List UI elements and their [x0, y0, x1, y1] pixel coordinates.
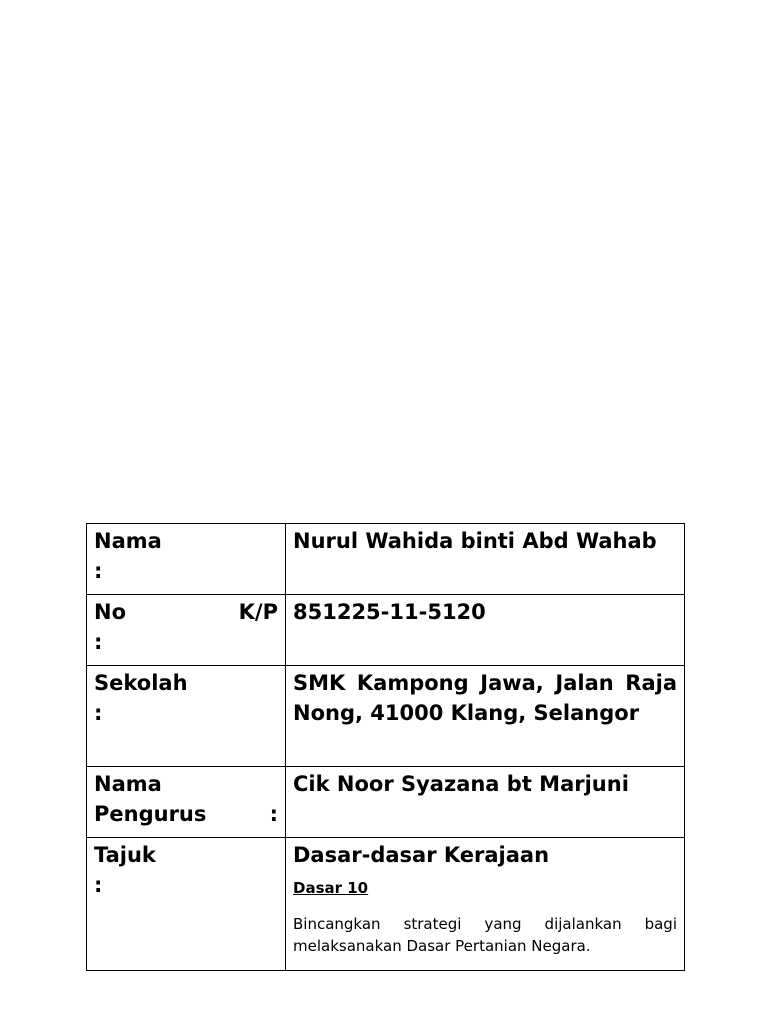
value-cell-no-kp — [286, 595, 685, 666]
label-cell-nama-pengurus — [87, 767, 286, 838]
label-cell-nama — [87, 524, 286, 595]
value-nama: Nurul Wahida binti Abd Wahab — [293, 529, 657, 553]
label-nama-pengurus-line-2: Pengurus : — [94, 802, 278, 826]
label-colon: : — [94, 630, 103, 654]
label-tajuk: Tajuk — [94, 843, 156, 867]
value-cell-tajuk — [286, 838, 685, 971]
table-row-no-kp — [87, 595, 685, 666]
value-cell-nama-pengurus — [286, 767, 685, 838]
label-no-kp: No K/P — [94, 600, 278, 624]
question-description: Bincangkan strategi yang dijalankan bagi melaksanakan Dasar Pertanian Negara. — [293, 915, 677, 955]
value-cell-sekolah — [286, 666, 685, 767]
label-colon: : — [94, 701, 103, 725]
label-nama-pengurus-line-1: Nama — [94, 772, 162, 796]
table-row-nama — [87, 524, 685, 595]
value-sekolah: SMK Kampong Jawa, Jalan Raja Nong, 41000 Klang, Selangor — [293, 671, 677, 725]
label-colon: : — [94, 873, 103, 897]
value-cell-nama — [286, 524, 685, 595]
value-nama-pengurus: Cik Noor Syazana bt Marjuni — [293, 772, 629, 796]
value-no-kp: 851225-11-5120 — [293, 600, 486, 624]
label-colon: : — [94, 559, 103, 583]
cover-info-table — [86, 523, 685, 971]
table-row-tajuk — [87, 838, 685, 971]
label-cell-tajuk — [87, 838, 286, 971]
table-row-nama-pengurus — [87, 767, 685, 838]
subheading-dasar: Dasar 10 — [293, 879, 369, 897]
label-sekolah: Sekolah — [94, 671, 188, 695]
value-tajuk: Dasar-dasar Kerajaan — [293, 843, 550, 867]
label-cell-sekolah — [87, 666, 286, 767]
label-cell-no-kp — [87, 595, 286, 666]
label-nama: Nama — [94, 529, 162, 553]
table-row-sekolah — [87, 666, 685, 767]
